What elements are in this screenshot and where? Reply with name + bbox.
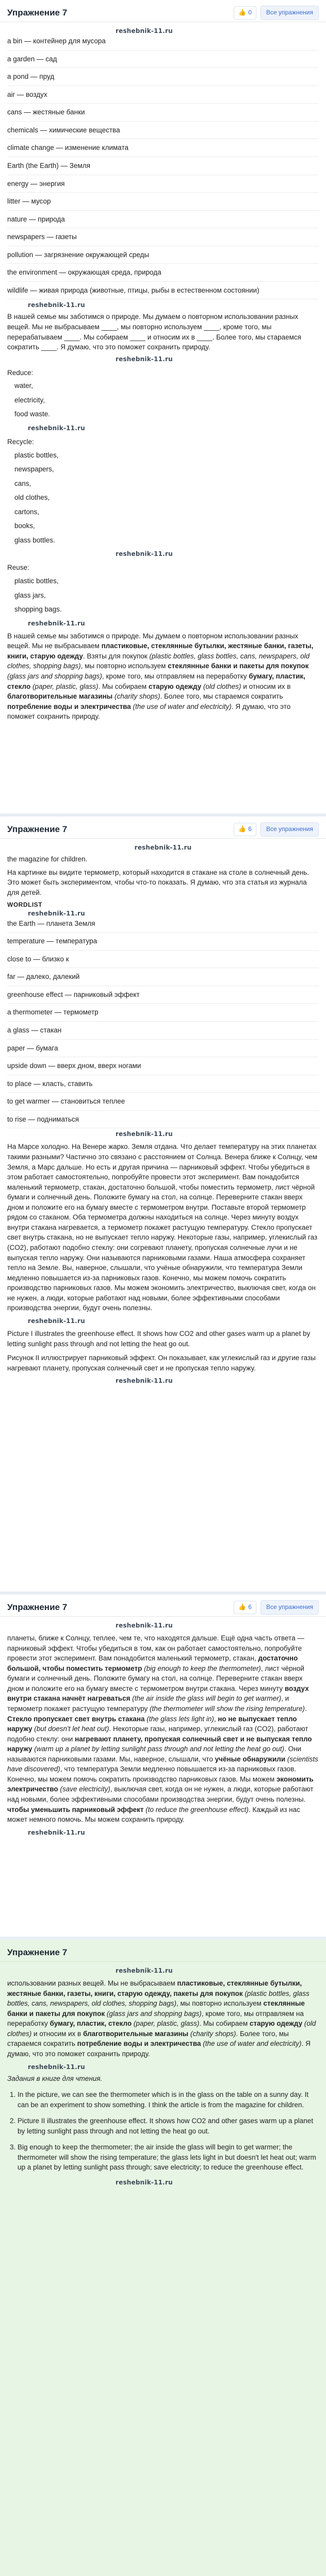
list-item: books, [14, 522, 35, 530]
exercise-section-2 [0, 817, 326, 1595]
vocab-item: wildlife — живая природа (животные, птицы, рыбы в естественном состоянии) [7, 286, 259, 294]
text: . Я думаю, что это поможет сохранить природу. [7, 2040, 311, 2058]
text: . Мы собираем [98, 682, 149, 690]
text: . Мы собираем [199, 2020, 250, 2028]
bold-answer: бумагу, пластик, стекло [7, 672, 305, 690]
bold-answer: потребление воды и электричества [77, 2040, 201, 2048]
list-item: water, [14, 382, 34, 390]
task-item: 1. In the picture, we can see the thermometer which is in the glass on the table on a sunny day. It can be an experiment to show something. I think the article is from the magazine for children. [18, 2087, 319, 2113]
like-count: 6 [248, 1603, 252, 1611]
bold-answer: стеклянные банки и пакеты для покупок [168, 662, 309, 670]
bold-answer: старую одежду [148, 682, 202, 690]
task-answer: Picture I illustrates the greenhouse effect. It shows how CO2 and other gases warm up a planet by letting sunlight pass through and not letting the heat go out. [7, 1329, 311, 1348]
final-answer [7, 1978, 319, 2059]
divider [7, 1092, 319, 1093]
section-header [0, 4, 326, 22]
like-button[interactable] [234, 823, 256, 836]
translation: (old clothes) [201, 682, 241, 690]
vocab-item: litter — мусор [7, 197, 51, 206]
exercise-section-3 [0, 1595, 326, 1940]
exercise-intro: В нашей семье мы заботимся о природе. Мы думаем о повторном использовании разных вещей. Мы не выбрасываем ____, мы повторно используем ____, кроме того, мы перерабатываем ____. Мы собираем ____ и относим их в ____. Более того, мы стараемся сократить ____. Я думаю, что это поможет сохранить природу. [7, 313, 301, 351]
wordlist-item: to get warmer — становиться теплее [7, 1097, 125, 1106]
text: , и термометр покажет растущую температуру [7, 1694, 289, 1713]
all-exercises-button[interactable]: Все упражнения [260, 1600, 319, 1614]
exercise-section-1 [0, 0, 326, 817]
translation: (the thermometer will show the rising temperature) [150, 1704, 305, 1713]
text: . Более того, мы стараемся сократить [160, 692, 283, 701]
wordlist-item: to rise — подниматься [7, 1115, 79, 1123]
translation: (scientists have discovered) [7, 1755, 318, 1773]
section-header [0, 1599, 326, 1617]
article-translation: На Марсе холодно. На Венере жарко. Земля отдана. Что делает температуру на этих планетах такими разными? Частично это связано с расстоянием от Солнца. Венера ближе к Солнцу, чем Земля, а Марс дальше. Но есть и другая причина — парниковый эффект. Чтобы убедиться в этом работает самостоятельно, попробуйте провести этот эксперимент. Вам понадобится маленький термометр, стакан, достаточно большой, чтобы поместить термометр, лист чёрной бумаги и солнечный день. Положите бумагу на стол, на солнце. Переверните стакан вверх дном и положите его на бумагу вместе с термометром внутри. Поставьте второй термометр рядом со стаканом. Оба термометра должны находиться на солнце. Через минуту воздух внутри стакана нагревается, а термометр покажет растущую температуру. Стекло пропускает свет внутрь стакана, но не выпускает тепло наружу. Некоторые газы, например, углекислый газ (CO2), работают подобно стеклу: они согревают планету, пропуская солнечные лучи и не выпуская тепло наружу. Они называются парниковыми газами. Наша атмосфера сохраняет тепло на Земле. Вы, наверное, слышали, что учёные обнаружили, что температура Земли медленно повышается из-за парниковых газов. Конечно, мы можем помочь сократить производство парниковых газов. Мы можем экономить электричество, выключая свет, когда он не нужен, а люди, которые работают над новыми, более эффективными способами производства энергии, будут очень полезны. [7, 1143, 318, 1312]
text: , кроме того, мы отправляем на переработку [102, 672, 249, 680]
translation: (save electricity) [58, 1785, 110, 1793]
list-item: glass bottles. [14, 536, 55, 544]
divider [7, 1110, 319, 1111]
list-item: glass jars, [14, 591, 46, 599]
task-item: 2. Picture II illustrates the greenhouse effect. It shows how CO2 and other gases warm up a planet by letting sunlight pass through and not letting the heat go out. [18, 2113, 319, 2139]
text: , мы повторно используем [80, 662, 168, 670]
tasks-label: Задания в книге для чтения. [7, 2074, 103, 2082]
translation: (big enough to keep the thermometer) [142, 1664, 261, 1672]
bold-answer: но не выпускает тепло наружу [7, 1715, 297, 1733]
translation: (paper, plastic, glass) [30, 682, 99, 690]
list-item: electricity, [14, 396, 45, 404]
watermark: reshebnik-11.ru [28, 619, 85, 627]
wordlist-item: temperature — температура [7, 937, 97, 945]
wordlist-label: WORDLIST [7, 901, 42, 909]
vocab-item: air — воздух [7, 90, 47, 98]
list-item: cartons, [14, 507, 40, 516]
bold-answer: учёные обнаружили [215, 1755, 286, 1763]
text: . Взяты для покупок [83, 652, 150, 660]
wordlist-item: a thermometer — термометр [7, 1008, 99, 1016]
vocab-item: nature — природа [7, 215, 65, 223]
bold-answer: чтобы уменьшить парниковый эффект [7, 1805, 144, 1814]
translation: (glass jars and shopping bags) [7, 672, 102, 680]
bold-answer: пластиковые, стеклянные бутылки, жестяные банки, газеты, книги, старую одежду [7, 642, 314, 660]
divider [7, 1039, 319, 1040]
vocab-item: climate change — изменение климата [7, 144, 129, 152]
translation: (plastic bottles, glass bottles, cans, newspapers, old clothes, shopping bags) [7, 1989, 309, 2008]
bold-answer: достаточно большой, чтобы поместить термометр [7, 1654, 298, 1672]
list-item: shopping bags. [14, 605, 62, 614]
all-exercises-button[interactable]: Все упражнения [260, 6, 319, 20]
bold-answer: воздух внутри стакана начнёт нагреваться [7, 1684, 309, 1703]
divider [7, 192, 319, 193]
list-item: newspapers, [14, 465, 54, 473]
translation: (the air inside the glass will begin to get warmer) [130, 1694, 282, 1703]
translation: (plastic bottles, glass bottles, cans, newspapers, old clothes, shopping bags) [7, 652, 310, 670]
text: . [304, 1704, 307, 1713]
watermark: reshebnik-11.ru [28, 2063, 85, 2071]
vocab-item: cans — жестяные банки [7, 108, 85, 116]
heading-line: the magazine for children. [7, 855, 88, 863]
text: , кроме того, мы отправляем на переработку [7, 2009, 304, 2028]
like-button[interactable] [234, 6, 256, 19]
divider [7, 281, 319, 282]
translation: (charity shops) [188, 2029, 236, 2038]
exercise-section-4 [0, 1940, 326, 2576]
section-title: Упражнение 7 [7, 7, 68, 18]
wordlist-item: far — далеко, далекий [7, 973, 80, 981]
translation: (but doesn't let heat out) [32, 1725, 109, 1733]
thumb-icon: 👍 [238, 9, 247, 16]
vocab-item: energy — энергия [7, 179, 65, 188]
thumb-icon: 👍 [238, 825, 247, 833]
bold-answer: Стекло пропускает свет внутрь стакана [7, 1715, 145, 1723]
section-tools [234, 822, 319, 836]
section-title: Упражнение 7 [7, 1602, 68, 1612]
vocab-item: pollution — загрязнение окружающей среды [7, 250, 150, 259]
recycle-label: Recycle: [7, 437, 34, 446]
wordlist-item: upside down — вверх дном, вверх ногами [7, 1062, 141, 1070]
divider [7, 263, 319, 264]
final-answer [7, 631, 319, 722]
divider [7, 210, 319, 211]
reuse-label: Reuse: [7, 564, 29, 572]
watermark: reshebnik-11.ru [116, 550, 173, 558]
watermark: reshebnik-11.ru [116, 27, 173, 35]
wordlist-item: the Earth — планета Земля [7, 919, 95, 927]
watermark: reshebnik-11.ru [28, 1317, 85, 1325]
bold-answer: старую одежду [249, 2020, 303, 2028]
recycle-list [7, 448, 319, 548]
reduce-label: Reduce: [7, 368, 34, 377]
experiment-answer [7, 1633, 319, 1825]
task-translation: Рисунок II иллюстрирует парниковый эффект. Он показывает, как углекислый газ и другие газы нагревают планету, пропуская солнечный свет и не пропуская тепло наружу. [7, 1354, 316, 1372]
wordlist-item: to place — класть, ставить [7, 1079, 93, 1088]
wordlist-item: paper — бумага [7, 1044, 58, 1052]
list-item: plastic bottles, [14, 451, 59, 459]
text: . Каждый из нас может немного помочь. Мы можем сохранить природу. [7, 1805, 300, 1824]
text: . Более того, мы стараемся сократить [7, 2029, 289, 2048]
like-count: 0 [248, 9, 252, 16]
bold-answer: бумагу, пластик, стекло [50, 2020, 132, 2028]
watermark: reshebnik-11.ru [28, 301, 85, 309]
watermark: reshebnik-11.ru [116, 1377, 173, 1385]
translation: (paper, plastic, glass) [132, 2020, 200, 2028]
section-tools [234, 1600, 319, 1614]
bold-answer: экономить электричество [7, 1775, 314, 1793]
list-item: old clothes, [14, 494, 50, 502]
reduce-list [7, 379, 319, 421]
watermark: reshebnik-11.ru [116, 1967, 173, 1974]
wordlist-item: greenhouse effect — парниковый эффект [7, 990, 140, 998]
divider [7, 932, 319, 933]
watermark: reshebnik-11.ru [116, 1130, 173, 1138]
watermark: reshebnik-11.ru [116, 355, 173, 363]
wordlist-item: close to — близко к [7, 955, 69, 963]
list-item: cans, [14, 479, 31, 487]
watermark: reshebnik-11.ru [134, 844, 192, 851]
like-count: 6 [248, 825, 252, 833]
text: . Я думаю, что это поможет сохранить природу. [7, 702, 291, 721]
section-header [0, 1944, 326, 1962]
reuse-list [7, 574, 319, 617]
watermark: reshebnik-11.ru [116, 1622, 173, 1629]
divider [7, 1003, 319, 1004]
text: , мы повторно используем [176, 1999, 264, 2008]
divider [7, 121, 319, 122]
text: В нашей семье мы заботимся о природе. Мы думаем о повторном использовании разных вещей. Мы не выбрасываем [7, 632, 299, 650]
divider [7, 1021, 319, 1022]
section-header [0, 821, 326, 839]
bold-answer: благотворительные магазины [83, 2029, 189, 2038]
bold-answer: потребление воды и электричества [7, 702, 131, 710]
watermark: reshebnik-11.ru [28, 1828, 85, 1836]
picture-description: На картинке вы видите термометр, который находится в стакане на столе в солнечный день. Это может быть экспериментом, чтобы что-то показать. Я думаю, что эта статья из журнала для детей. [7, 868, 309, 896]
watermark: reshebnik-11.ru [28, 909, 85, 917]
vocab-item: a pond — пруд [7, 73, 55, 81]
divider [7, 103, 319, 104]
vocab-item: chemicals — химические вещества [7, 126, 120, 134]
vocab-item: newspapers — газеты [7, 233, 77, 241]
thumb-icon: 👍 [238, 1603, 247, 1611]
vocab-item: the environment — окружающая среда, природа [7, 268, 161, 277]
vocab-item: a garden — сад [7, 55, 57, 63]
translation: (old clothes) [7, 2020, 316, 2038]
tasks-list [7, 2087, 319, 2176]
text: , что температура Земли медленно повышается из-за парниковых газов. Конечно, мы можем помочь сократить производство парниковых газов. Мы можем [7, 1765, 297, 1783]
bold-answer: стеклянные банки и пакеты для покупок [7, 1999, 305, 2018]
vocab-list [7, 35, 319, 299]
section-title: Упражнение 7 [7, 1947, 68, 1957]
section-title: Упражнение 7 [7, 824, 68, 834]
text: . Они называются парниковыми газами. Мы, наверное, слышали, что [7, 1745, 302, 1763]
vocab-item: a bin — контейнер для мусора [7, 37, 106, 45]
like-button[interactable] [234, 1601, 256, 1614]
translation: (charity shops) [112, 692, 160, 701]
divider [7, 950, 319, 951]
watermark: reshebnik-11.ru [116, 2179, 173, 2186]
wordlist [7, 917, 319, 1129]
list-item: food waste. [14, 410, 51, 418]
translation: (warm up a planet by letting sunlight pass through and not letting the heat go out) [32, 1745, 285, 1753]
watermark: reshebnik-11.ru [28, 424, 85, 432]
text: . Некоторые газы, например, углекислый газ (CO2), работают подобно стеклу: они [7, 1725, 308, 1743]
translation: (glass jars and shopping bags) [105, 2009, 202, 2018]
text: планеты, ближе к Солнцу, теплее, чем те, что находятся дальше. Ещё одна часть ответа — парниковый эффект. Чтобы убедиться в том, как он работает самостоятельно, попробуйте провести этот эксперимент. Вам понадобится маленький термометр, стакан, [7, 1634, 304, 1663]
wordlist-item: a glass — стакан [7, 1026, 62, 1035]
text: и относим их в [31, 2029, 83, 2038]
task-item: 3. Big enough to keep the thermometer; the air inside the glass will begin to get warmer; the thermometer will show the rising temperature; the glass lets light in but doesn't let heat out; warm up a planet by letting sunlight pass through; save electricity; to reduce the greenhouse effect. [18, 2139, 319, 2176]
divider [7, 67, 319, 68]
bold-answer: благотворительные магазины [7, 692, 113, 701]
all-exercises-button[interactable]: Все упражнения [260, 822, 319, 836]
translation: (to reduce the greenhouse effect) [143, 1805, 249, 1814]
translation: (the use of water and electricity) [201, 2040, 302, 2048]
bold-answer: нагревают планету, пропуская солнечный свет и не выпуская тепло наружу [7, 1735, 312, 1753]
translation: (the use of water and electricity) [131, 702, 232, 710]
text: , лист чёрной бумаги и солнечный день. Положите бумагу на стол, на солнце. Переверните стакан вверх дном и положите его на бумагу вместе с термометром внутри стакана. Через минуту [7, 1664, 304, 1692]
section-tools [234, 6, 319, 20]
translation: (the glass lets light in) [144, 1715, 214, 1723]
vocab-item: Earth (the Earth) — Земля [7, 161, 90, 170]
text: , [214, 1715, 218, 1723]
text: , выключая свет, когда он не нужен, а люди, которые работают над новыми, более эффективными способами производства энергии, будут очень полезны. [7, 1785, 314, 1803]
list-item: plastic bottles, [14, 577, 59, 585]
text: использовании разных вещей. Мы не выбрасываем [7, 1979, 177, 1987]
text: и относим их в [241, 682, 291, 690]
bold-answer: пластиковые, стеклянные бутылки, жестяные банки, газеты, книги, старую одежду, пакеты для покупок [7, 1979, 302, 1997]
